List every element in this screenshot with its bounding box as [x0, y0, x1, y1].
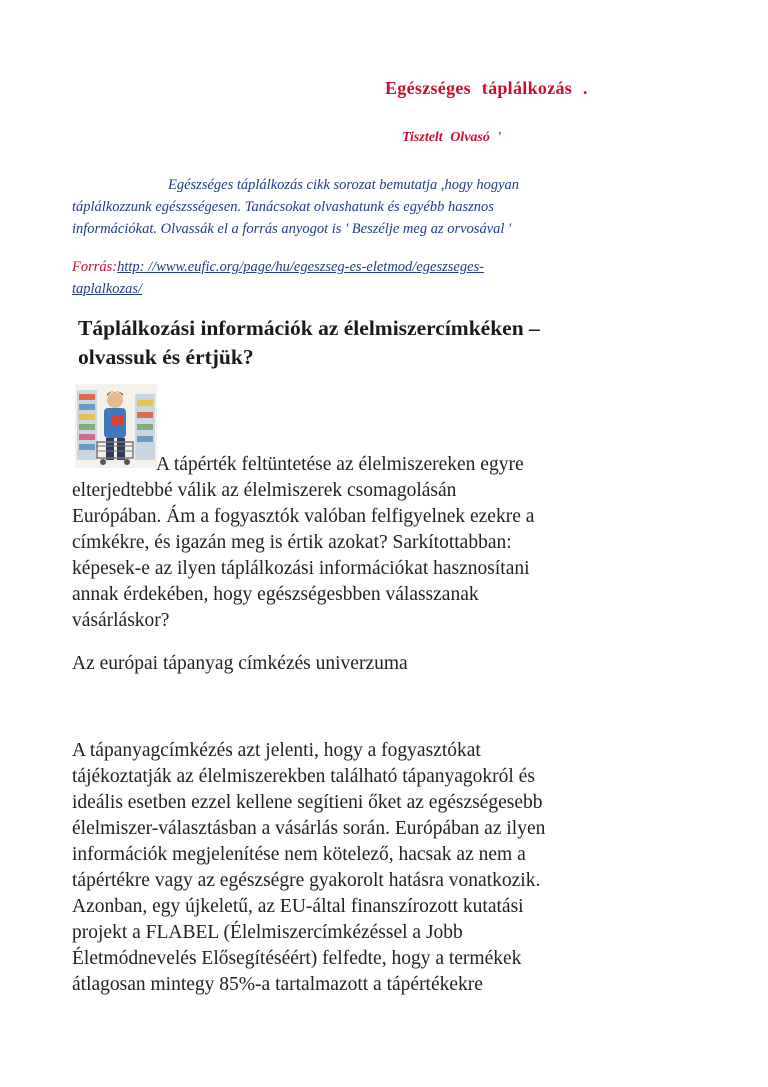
- paragraph-line: tájékoztatják az élelmiszerekben található tápanyagokról és: [72, 766, 535, 787]
- paragraph-line: annak érdekében, hogy egészségesbben válasszanak: [72, 584, 479, 605]
- paragraph-line: ideális esetben ezzel kellene segítieni őket az egészségesebb: [72, 792, 543, 813]
- paragraph-line: átlagosan mintegy 85%-a tartalmazott a tápértékekre: [72, 974, 483, 995]
- source-link[interactable]: http: //www.eufic.org/page/hu/egeszseg-es-eletmod/egeszseges-: [117, 259, 484, 275]
- section-subheading: Az európai tápanyag címkézés univerzuma: [72, 653, 408, 674]
- source-reference: [72, 256, 672, 300]
- greeting: Tisztelt Olvasó ': [402, 130, 502, 145]
- paragraph-intro: [72, 452, 712, 634]
- source-link-continued[interactable]: taplalkozas/: [72, 281, 143, 297]
- intro-line: táplálkozzunk egészsségesen. Tanácsokat olvashatunk és egyébb hasznos: [72, 199, 494, 215]
- paragraph-line: A tápérték feltüntetése az élelmiszereken egyre: [156, 454, 524, 475]
- paragraph-line: elterjedtebbé válik az élelmiszerek csomagolásán: [72, 480, 457, 501]
- page-title: Egészséges táplálkozás .: [385, 78, 588, 98]
- paragraph-line: tápértékre vagy az egészségre gyakorolt hatásra vonatkozik.: [72, 870, 541, 891]
- paragraph-labeling: [72, 738, 712, 998]
- paragraph-line: Azonban, egy újkeletű, az EU-által finanszírozott kutatási: [72, 896, 524, 917]
- paragraph-line: élelmiszer-választásban a vásárlás során. Európában az ilyen: [72, 818, 546, 839]
- paragraph-line: Életmódnevelés Elősegítéséért) felfedte, hogy a termékek: [72, 948, 522, 969]
- paragraph-line: képesek-e az ilyen táplálkozási információkat hasznosítani: [72, 558, 530, 579]
- paragraph-line: címkékre, és igazán meg is értik azokat? Sarkítottabban:: [72, 532, 512, 553]
- paragraph-line: A tápanyagcímkézés azt jelenti, hogy a fogyasztókat: [72, 740, 481, 761]
- intro-line: Egészséges táplálkozás cikk sorozat bemutatja ,hogy hogyan: [168, 177, 520, 193]
- intro-line: információkat. Olvassák el a forrás anyogot is ' Beszélje meg az orvosával ': [72, 221, 512, 237]
- paragraph-line: projekt a FLABEL (Élelmiszercímkézéssel a Jobb: [72, 922, 463, 943]
- paragraph-line: információk megjelenítése nem kötelező, hacsak az nem a: [72, 844, 526, 865]
- article-heading: [78, 314, 708, 372]
- source-label: Forrás:: [72, 259, 118, 275]
- paragraph-line: vásárláskor?: [72, 610, 170, 631]
- heading-line: olvassuk és értjük?: [78, 345, 254, 369]
- paragraph-line: Európában. Ám a fogyasztók valóban felfigyelnek ezekre a: [72, 506, 535, 527]
- intro-paragraph: [72, 174, 672, 240]
- heading-line: Táplálkozási információk az élelmiszercímkéken –: [78, 316, 540, 340]
